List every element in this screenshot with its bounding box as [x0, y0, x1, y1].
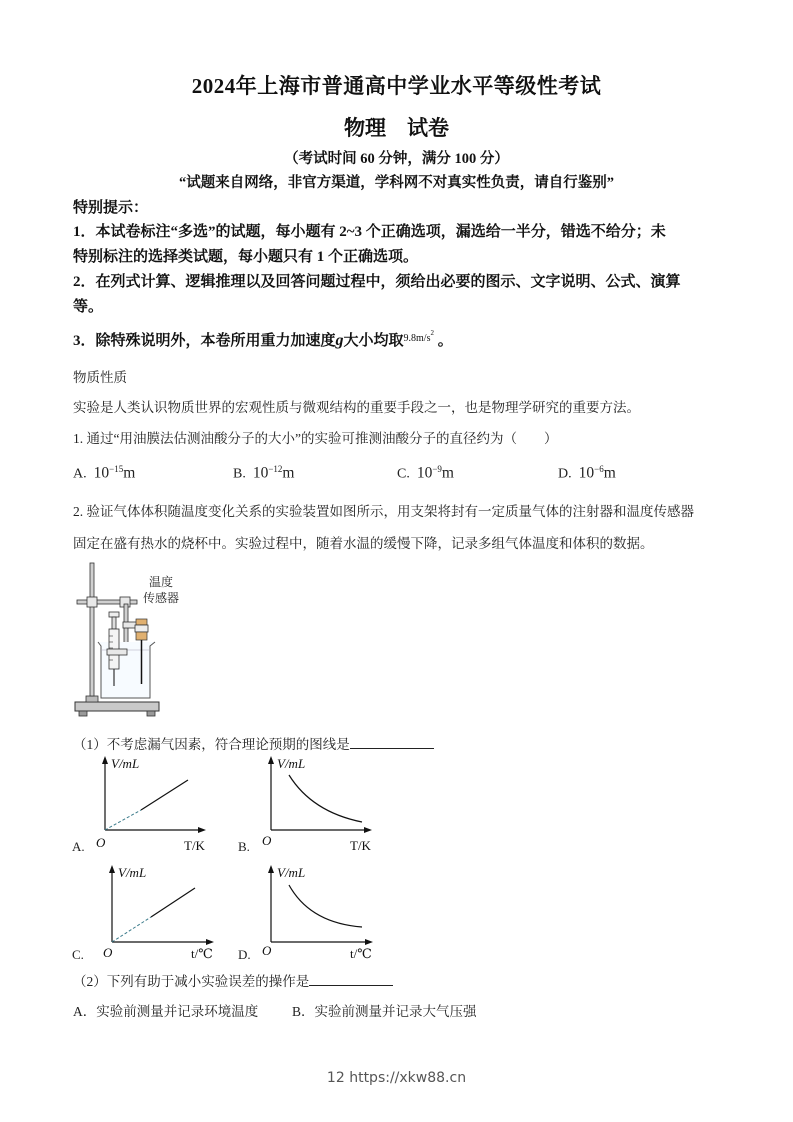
graph-a-ylabel: V/mL — [111, 756, 140, 771]
answer-blank-2[interactable] — [309, 973, 393, 986]
page-footer — [0, 1070, 793, 1086]
option-unit: m — [603, 464, 616, 482]
option-label: B. — [233, 466, 246, 482]
note-1-line1: 1．本试卷标注“多选”的试题，每小题有 2~3 个正确选项，漏选给一半分，错选不给分；未 — [73, 224, 666, 240]
option-unit: m — [123, 464, 136, 482]
disclaimer: “试题来自网络，非官方渠道，学科网不对真实性负责，请自行鉴别” — [179, 175, 614, 191]
graph-b[interactable] — [238, 756, 372, 854]
graph-d-label: D. — [238, 947, 251, 962]
note-2-line1: 2．在列式计算、逻辑推理以及回答问题过程中，须给出必要的图示、文字说明、公式、演算 — [73, 274, 681, 290]
graph-d-ylabel: V/mL — [277, 865, 306, 880]
graph-a[interactable] — [72, 756, 206, 854]
footer-url[interactable]: https://xkw88.cn — [349, 1070, 467, 1086]
option-label: D. — [558, 466, 572, 482]
graph-a-label: A. — [72, 839, 85, 854]
q2-sub1-text: （1）不考虑漏气因素，符合理论预期的图线是 — [73, 737, 350, 752]
q2-sub2-option-b[interactable] — [292, 1000, 477, 1020]
q1-option-a[interactable] — [73, 464, 135, 483]
note-3-exp: 2 — [430, 329, 434, 337]
graphs-cd — [60, 855, 400, 965]
option-base: 10 — [252, 464, 269, 482]
graphs-ab — [60, 750, 400, 860]
graph-c-ylabel: V/mL — [118, 865, 147, 880]
option-exp: −15 — [109, 464, 124, 474]
q2-stem-line2: 固定在盛有热水的烧杯中。实验过程中，随着水温的缓慢下降，记录多组气体温度和体积的数据。 — [73, 536, 654, 551]
graph-d-xlabel: t/℃ — [350, 946, 372, 961]
notes-heading: 特别提示： — [73, 200, 149, 216]
graph-c-xlabel: t/℃ — [191, 946, 213, 961]
note-3-mid: 大小均取 — [343, 333, 404, 349]
option-text: 实验前测量并记录环境温度 — [96, 1004, 259, 1019]
option-exp: −6 — [594, 464, 604, 474]
option-exp: −9 — [432, 464, 442, 474]
option-base: 10 — [578, 464, 595, 482]
note-3-prefix: 3．除特殊说明外，本卷所用重力加速度 — [73, 333, 336, 349]
graph-b-ylabel: V/mL — [277, 756, 306, 771]
q1-option-d[interactable] — [558, 464, 616, 483]
apparatus-diagram — [65, 560, 205, 720]
option-base: 10 — [416, 464, 433, 482]
svg-text:V/mL — [111, 756, 139, 771]
option-text: 实验前测量并记录大气压强 — [314, 1004, 477, 1019]
graph-c-label: C. — [72, 947, 84, 962]
answer-blank-1[interactable] — [350, 736, 434, 749]
option-base: 10 — [93, 464, 110, 482]
option-label: A. — [73, 466, 87, 482]
graph-c-origin: O — [103, 945, 113, 960]
q1-stem: 1. 通过“用油膜法估测油酸分子的大小”的实验可推测油酸分子的直径约为（ ） — [73, 431, 558, 446]
q2-stem-line1: 2. 验证气体体积随温度变化关系的实验装置如图所示，用支架将封有一定质量气体的注射器和温度传感器 — [73, 504, 694, 519]
subject-title: 物理 试卷 — [344, 116, 449, 140]
note-1-line2: 特别标注的选择类试题，每小题只有 1 个正确选项。 — [73, 249, 419, 265]
sensor-label-2: 传感器 — [143, 591, 180, 605]
section-intro: 实验是人类认识物质世界的宏观性质与微观结构的重要手段之一，也是物理学研究的重要方法。 — [73, 400, 640, 415]
graph-b-xlabel: T/K — [350, 838, 371, 853]
graph-b-label: B. — [238, 839, 250, 854]
note-3-suffix: 。 — [437, 333, 453, 349]
graph-d-origin: O — [262, 943, 272, 958]
option-unit: m — [282, 464, 295, 482]
note-3 — [73, 329, 453, 350]
note-2-line2: 等。 — [73, 299, 104, 315]
q1-option-b[interactable] — [233, 464, 294, 483]
option-label: C. — [397, 466, 410, 482]
graph-c[interactable] — [72, 865, 214, 962]
q2-sub2-stem — [73, 970, 393, 990]
exam-title: 2024年上海市普通高中学业水平等级性考试 — [191, 74, 602, 98]
q2-sub2-text: （2）下列有助于减小实验误差的操作是 — [73, 974, 310, 989]
q1-option-c[interactable] — [397, 464, 454, 483]
apparatus-figure — [65, 560, 205, 720]
option-label: A． — [73, 1004, 97, 1019]
note-3-value: 9.8m/s — [403, 333, 431, 344]
graph-d[interactable] — [238, 865, 373, 962]
section-title: 物质性质 — [73, 370, 127, 385]
sensor-label-1: 温度 — [149, 575, 174, 589]
graph-a-xlabel: T/K — [184, 838, 205, 853]
note-3-var: g — [335, 332, 344, 349]
q2-sub2-option-a[interactable] — [73, 1000, 258, 1020]
option-label: B． — [292, 1004, 315, 1019]
graph-b-origin: O — [262, 833, 272, 848]
option-unit: m — [441, 464, 454, 482]
option-exp: −12 — [268, 464, 283, 474]
exam-info: （考试时间 60 分钟，满分 100 分） — [284, 151, 509, 167]
graph-a-origin: O — [96, 835, 106, 850]
page-number: 12 — [326, 1070, 345, 1086]
